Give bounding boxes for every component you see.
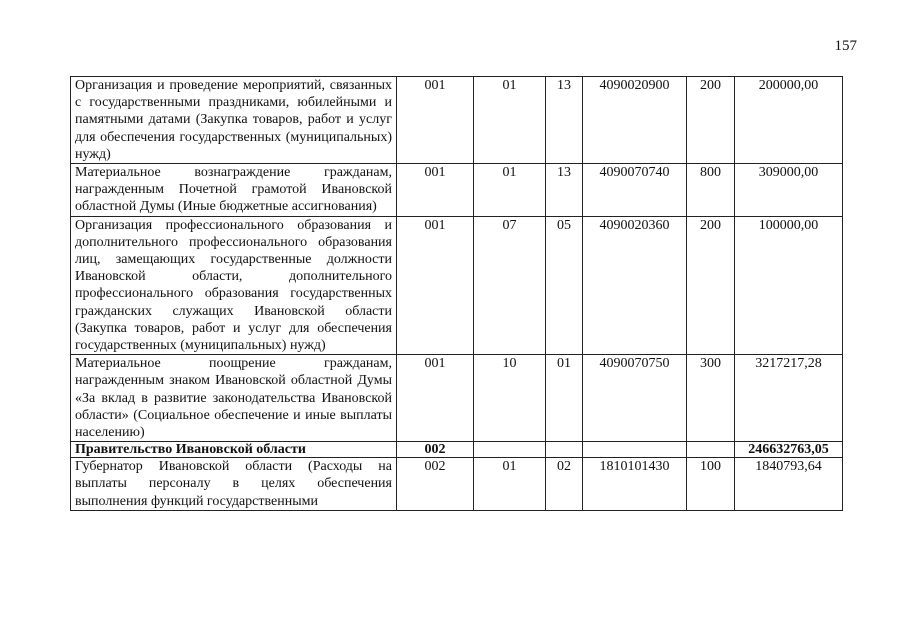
budget-table bbox=[70, 76, 843, 511]
ved-code: 002 bbox=[397, 458, 474, 511]
row-description: Организация профессионального образования и дополнительного профессионального образования лиц, замещающих государственные должности Ивановской области, дополнительного профессионального образования государственных гражданских служащих Ивановской области (Закупка товаров, работ и услуг для обеспечения государственных (муниципальных) нужд) bbox=[71, 216, 397, 355]
row-description: Правительство Ивановской области bbox=[71, 442, 397, 458]
subsection-code: 13 bbox=[546, 77, 583, 164]
row-description: Организация и проведение мероприятий, связанных с государственными праздниками, юбилейными и памятными датами (Закупка товаров, работ и услуг для обеспечения государственных (муниципальных) нужд) bbox=[71, 77, 397, 164]
expense-type-code: 300 bbox=[687, 355, 735, 442]
subsection-code: 13 bbox=[546, 164, 583, 217]
row-description: Материальное поощрение гражданам, награжденным знаком Ивановской областной Думы «За вклад в развитие законодательства Ивановской области» (Социальное обеспечение и иные выплаты населению) bbox=[71, 355, 397, 442]
expense-type-code bbox=[687, 442, 735, 458]
ved-code: 001 bbox=[397, 77, 474, 164]
table-row bbox=[71, 458, 843, 511]
section-code: 10 bbox=[474, 355, 546, 442]
row-description: Материальное вознаграждение гражданам, награжденным Почетной грамотой Ивановской областной Думы (Иные бюджетные ассигнования) bbox=[71, 164, 397, 217]
amount: 309000,00 bbox=[735, 164, 843, 217]
section-code: 01 bbox=[474, 164, 546, 217]
expense-type-code: 100 bbox=[687, 458, 735, 511]
row-description-cell bbox=[71, 458, 397, 511]
page-number: 157 bbox=[834, 38, 857, 54]
amount: 200000,00 bbox=[735, 77, 843, 164]
subsection-code bbox=[546, 442, 583, 458]
target-article-code: 4090020900 bbox=[583, 77, 687, 164]
section-code: 01 bbox=[474, 458, 546, 511]
target-article-code: 4090020360 bbox=[583, 216, 687, 355]
ved-code: 001 bbox=[397, 164, 474, 217]
target-article-code: 4090070750 bbox=[583, 355, 687, 442]
amount: 1840793,64 bbox=[735, 458, 843, 511]
subsection-code: 01 bbox=[546, 355, 583, 442]
section-code: 01 bbox=[474, 77, 546, 164]
ved-code: 001 bbox=[397, 216, 474, 355]
table-row bbox=[71, 77, 843, 164]
target-article-code: 4090070740 bbox=[583, 164, 687, 217]
table-row bbox=[71, 355, 843, 442]
amount: 246632763,05 bbox=[735, 442, 843, 458]
row-description: Губернатор Ивановской области (Расходы на выплаты персоналу в целях обеспечения выполнения функций государственными bbox=[75, 459, 392, 509]
amount: 100000,00 bbox=[735, 216, 843, 355]
ved-code: 001 bbox=[397, 355, 474, 442]
target-article-code: 1810101430 bbox=[583, 458, 687, 511]
table-row bbox=[71, 216, 843, 355]
target-article-code bbox=[583, 442, 687, 458]
section-code: 07 bbox=[474, 216, 546, 355]
table-row-total bbox=[71, 442, 843, 458]
expense-type-code: 800 bbox=[687, 164, 735, 217]
subsection-code: 05 bbox=[546, 216, 583, 355]
table-row bbox=[71, 164, 843, 217]
expense-type-code: 200 bbox=[687, 216, 735, 355]
ved-code: 002 bbox=[397, 442, 474, 458]
amount: 3217217,28 bbox=[735, 355, 843, 442]
expense-type-code: 200 bbox=[687, 77, 735, 164]
section-code bbox=[474, 442, 546, 458]
subsection-code: 02 bbox=[546, 458, 583, 511]
